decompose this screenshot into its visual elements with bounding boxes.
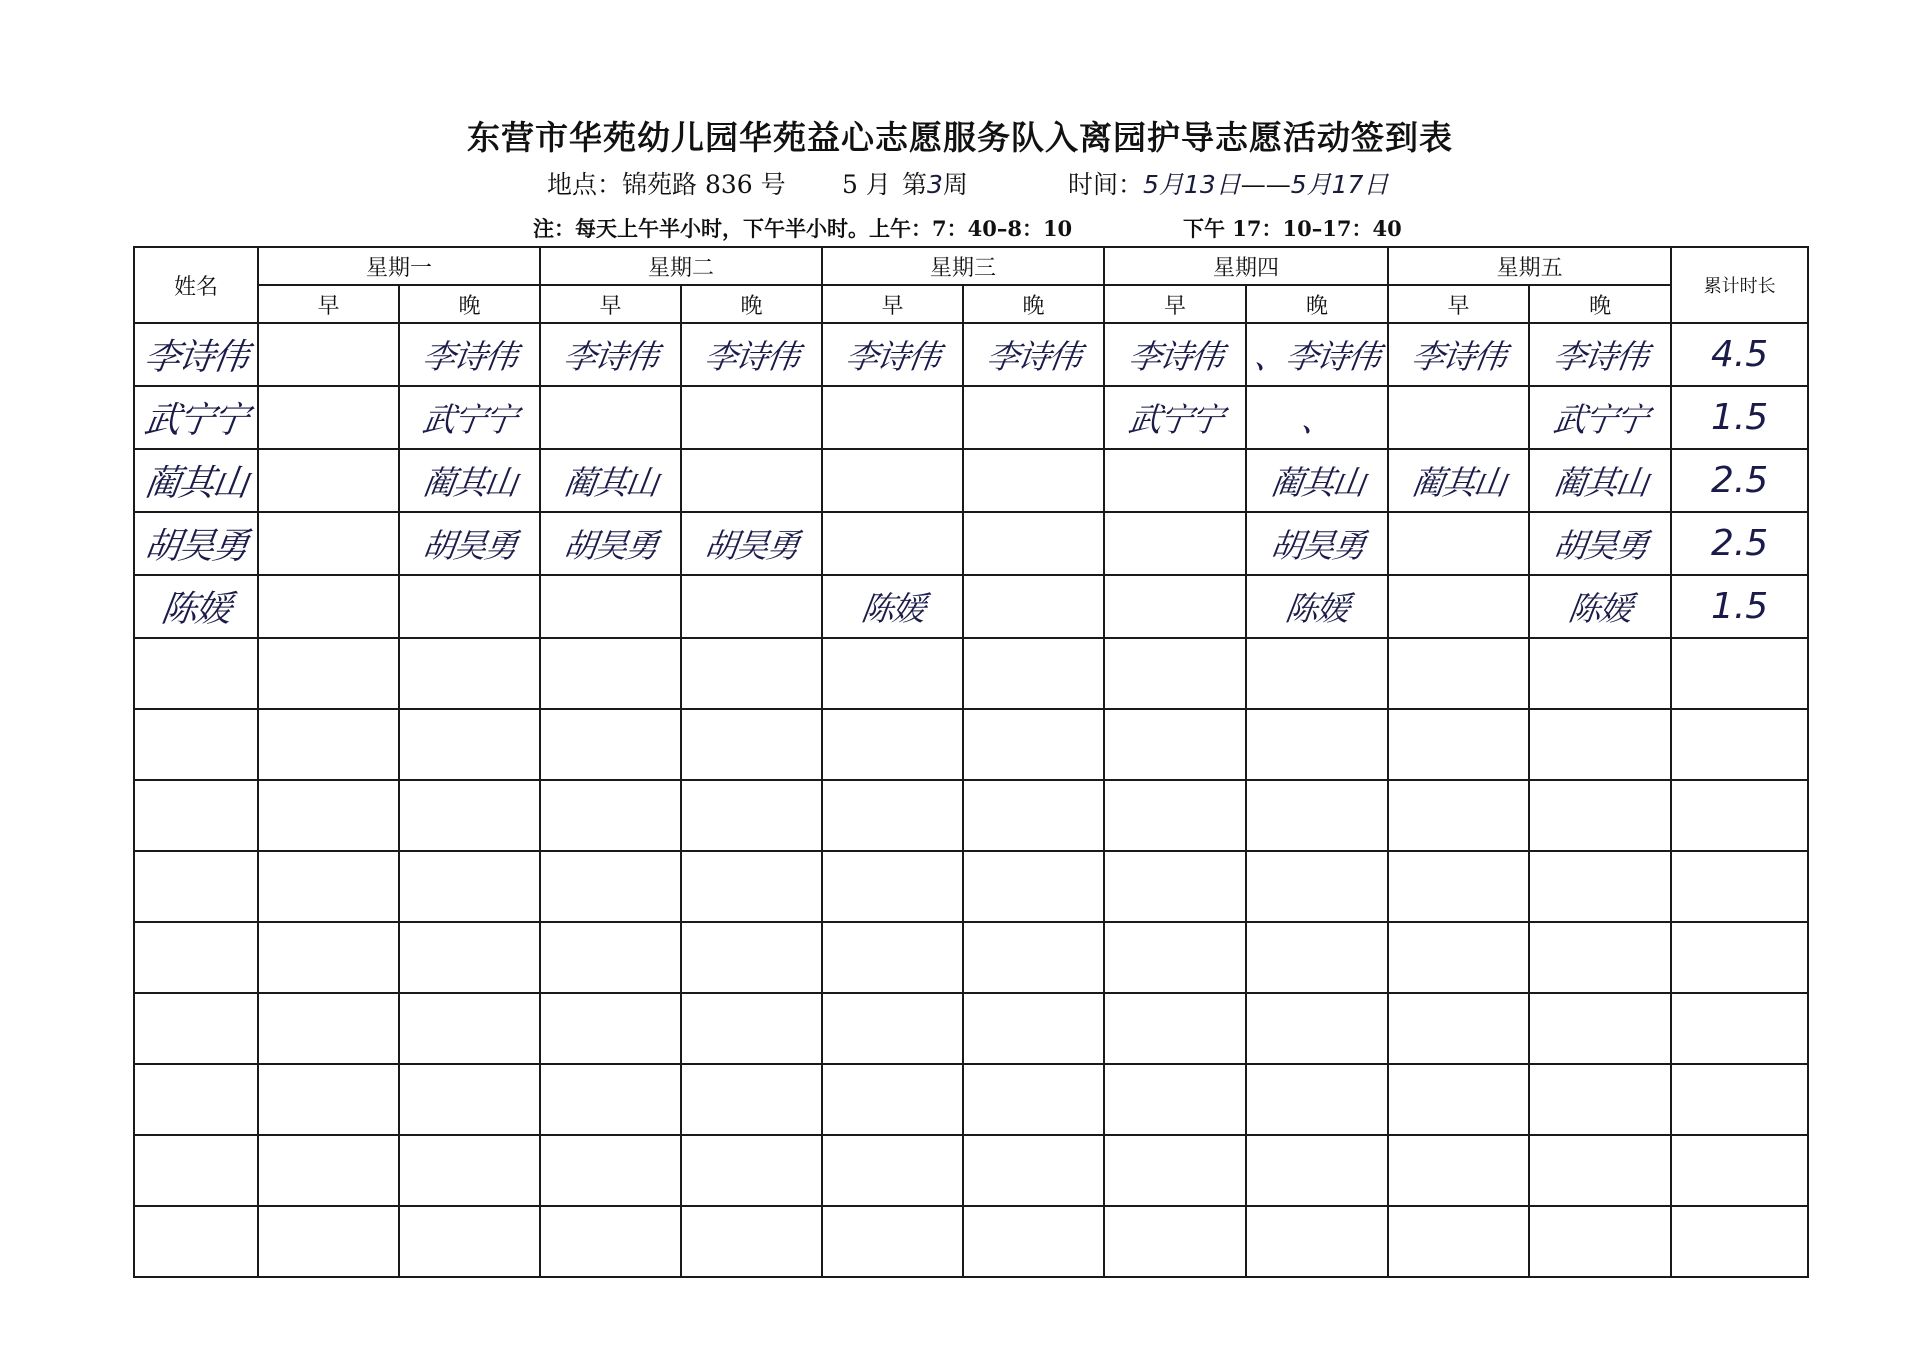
empty-cell[interactable]	[1388, 638, 1529, 709]
blank-row	[134, 780, 1808, 851]
empty-cell[interactable]	[681, 780, 822, 851]
empty-cell[interactable]	[822, 922, 963, 993]
empty-cell[interactable]	[258, 922, 399, 993]
empty-cell[interactable]	[1671, 709, 1808, 780]
empty-cell[interactable]	[134, 709, 258, 780]
blank-row	[134, 638, 1808, 709]
empty-cell[interactable]	[822, 993, 963, 1064]
signature-cell[interactable]	[822, 512, 963, 575]
empty-cell[interactable]	[258, 638, 399, 709]
sheet-title: 东营市华苑幼儿园华苑益心志愿服务队入离园护导志愿活动签到表	[467, 118, 1453, 157]
signature-cell[interactable]	[399, 386, 540, 449]
empty-cell[interactable]	[681, 851, 822, 922]
signature-cell[interactable]	[399, 323, 540, 386]
total-hours: 1.5	[1710, 586, 1769, 627]
signature-cell[interactable]	[963, 512, 1104, 575]
empty-cell[interactable]	[681, 1064, 822, 1135]
signature: 李诗伟	[843, 337, 942, 376]
empty-cell[interactable]	[1104, 922, 1246, 993]
signature-name: 胡昊勇	[141, 526, 250, 567]
empty-cell[interactable]	[1388, 993, 1529, 1064]
total-hours: 1.5	[1710, 397, 1769, 438]
signature-name: 蔺其山	[141, 463, 250, 504]
table-row	[134, 575, 1808, 638]
signature: 、	[1298, 400, 1336, 439]
blank-row	[134, 851, 1808, 922]
signature-name: 李诗伟	[141, 337, 250, 378]
signature: 李诗伟	[1125, 337, 1225, 376]
week-number: 3	[927, 170, 943, 199]
signature: 胡昊勇	[1267, 526, 1367, 565]
empty-cell[interactable]	[1671, 780, 1808, 851]
empty-cell[interactable]	[134, 780, 258, 851]
name-cell[interactable]	[134, 575, 258, 638]
signature-cell[interactable]	[822, 575, 963, 638]
blank-row	[134, 1135, 1808, 1206]
note-text: 注：每天上午半小时，下午半小时。上午：7：40–8：10	[533, 216, 1073, 241]
signature-cell[interactable]	[1529, 449, 1671, 512]
empty-cell[interactable]	[258, 1206, 399, 1277]
empty-cell[interactable]	[1388, 1135, 1529, 1206]
empty-cell[interactable]	[963, 709, 1104, 780]
signature-cell[interactable]	[681, 323, 822, 386]
signature-cell[interactable]	[822, 386, 963, 449]
signature-cell[interactable]	[1529, 386, 1671, 449]
empty-cell[interactable]	[822, 1135, 963, 1206]
empty-cell[interactable]	[1529, 1206, 1671, 1277]
total-cell[interactable]	[1671, 323, 1808, 386]
signature: 胡昊勇	[419, 526, 519, 565]
blank-row	[134, 993, 1808, 1064]
empty-cell[interactable]	[1104, 780, 1246, 851]
signature: 胡昊勇	[560, 526, 660, 565]
time-label-text: 时间：	[1068, 170, 1144, 199]
empty-cell[interactable]	[822, 1206, 963, 1277]
signature-cell[interactable]	[963, 386, 1104, 449]
header-row-periods	[134, 285, 1808, 323]
empty-cell[interactable]	[399, 1064, 540, 1135]
signature: 武宁宁	[1550, 400, 1650, 439]
signature: 武宁宁	[1125, 400, 1225, 439]
signature: 李诗伟	[560, 337, 660, 376]
empty-cell[interactable]	[1246, 638, 1388, 709]
empty-cell[interactable]	[822, 780, 963, 851]
signature-name: 武宁宁	[141, 400, 250, 441]
header-row-days	[134, 247, 1808, 285]
location-label: 地点：锦苑路 836 号	[547, 170, 786, 199]
empty-cell[interactable]	[963, 1135, 1104, 1206]
time-label	[1068, 165, 1388, 201]
signature-cell[interactable]	[258, 386, 399, 449]
empty-cell[interactable]	[1104, 1064, 1246, 1135]
empty-cell[interactable]	[1104, 1206, 1246, 1277]
empty-cell[interactable]	[822, 709, 963, 780]
signature-cell[interactable]	[1529, 512, 1671, 575]
day-header: 星期四	[1104, 247, 1388, 285]
empty-cell[interactable]	[681, 709, 822, 780]
empty-cell[interactable]	[681, 1135, 822, 1206]
signature-cell[interactable]	[1246, 575, 1388, 638]
signature-cell[interactable]	[540, 386, 681, 449]
signature: 胡昊勇	[1550, 526, 1650, 565]
empty-cell[interactable]	[1246, 709, 1388, 780]
signature-cell[interactable]	[1388, 449, 1529, 512]
empty-cell[interactable]	[540, 709, 681, 780]
evening-header: 晚	[1246, 285, 1388, 323]
signature: 蔺其山	[419, 463, 519, 502]
empty-cell[interactable]	[1529, 922, 1671, 993]
empty-cell[interactable]	[681, 993, 822, 1064]
evening-header: 晚	[399, 285, 540, 323]
signin-table	[133, 246, 1809, 1278]
signature: 李诗伟	[984, 337, 1083, 376]
empty-cell[interactable]	[1529, 851, 1671, 922]
day-header: 星期二	[540, 247, 822, 285]
total-header: 累计时长	[1671, 247, 1808, 323]
signature-name: 陈媛	[158, 589, 233, 630]
blank-row	[134, 709, 1808, 780]
time-start: 5月13日	[1143, 170, 1241, 199]
evening-header: 晚	[1529, 285, 1671, 323]
evening-header: 晚	[963, 285, 1104, 323]
signature: 李诗伟	[701, 337, 801, 376]
morning-header: 早	[540, 285, 681, 323]
empty-cell[interactable]	[540, 1064, 681, 1135]
signature-cell[interactable]	[681, 386, 822, 449]
table-row	[134, 449, 1808, 512]
empty-cell[interactable]	[1246, 1206, 1388, 1277]
empty-cell[interactable]	[1388, 1064, 1529, 1135]
month-label: 5 月	[842, 170, 891, 199]
signature: 李诗伟	[1409, 337, 1508, 376]
total-hours: 2.5	[1710, 460, 1769, 501]
day-header: 星期三	[822, 247, 1104, 285]
signature-cell[interactable]	[1104, 512, 1246, 575]
week-label	[902, 165, 968, 201]
empty-cell[interactable]	[258, 780, 399, 851]
empty-cell[interactable]	[399, 922, 540, 993]
signature-cell[interactable]	[963, 323, 1104, 386]
signature-cell[interactable]	[681, 449, 822, 512]
empty-cell[interactable]	[1671, 993, 1808, 1064]
signature-cell[interactable]	[1529, 323, 1671, 386]
empty-cell[interactable]	[1388, 780, 1529, 851]
empty-cell[interactable]	[963, 780, 1104, 851]
empty-cell[interactable]	[540, 1135, 681, 1206]
empty-cell[interactable]	[1671, 1135, 1808, 1206]
signature: 武宁宁	[419, 400, 519, 439]
signature-cell[interactable]	[1104, 323, 1246, 386]
empty-cell[interactable]	[258, 709, 399, 780]
empty-cell[interactable]	[1529, 1135, 1671, 1206]
empty-cell[interactable]	[134, 1135, 258, 1206]
name-cell[interactable]	[134, 512, 258, 575]
empty-cell[interactable]	[540, 851, 681, 922]
empty-cell[interactable]	[1246, 780, 1388, 851]
signature-cell[interactable]	[1388, 512, 1529, 575]
empty-cell[interactable]	[681, 638, 822, 709]
empty-cell[interactable]	[134, 638, 258, 709]
signature-cell[interactable]	[540, 575, 681, 638]
signature: 蔺其山	[1550, 463, 1650, 502]
empty-cell[interactable]	[1104, 638, 1246, 709]
signature: 蔺其山	[1267, 463, 1367, 502]
empty-cell[interactable]	[540, 993, 681, 1064]
total-hours: 2.5	[1710, 523, 1769, 564]
empty-cell[interactable]	[134, 993, 258, 1064]
signature-cell[interactable]	[399, 512, 540, 575]
signature: 蔺其山	[560, 463, 660, 502]
empty-cell[interactable]	[540, 922, 681, 993]
total-cell[interactable]	[1671, 512, 1808, 575]
table-row	[134, 512, 1808, 575]
empty-cell[interactable]	[1388, 1206, 1529, 1277]
total-cell[interactable]	[1671, 449, 1808, 512]
total-cell[interactable]	[1671, 386, 1808, 449]
signature-cell[interactable]	[399, 449, 540, 512]
empty-cell[interactable]	[963, 1064, 1104, 1135]
morning-header: 早	[822, 285, 963, 323]
signature-cell[interactable]	[540, 449, 681, 512]
empty-cell[interactable]	[1529, 638, 1671, 709]
empty-cell[interactable]	[1529, 993, 1671, 1064]
empty-cell[interactable]	[134, 851, 258, 922]
signature-cell[interactable]	[258, 323, 399, 386]
table-body	[134, 323, 1808, 1277]
empty-cell[interactable]	[540, 638, 681, 709]
signature: 李诗伟	[1550, 337, 1650, 376]
empty-cell[interactable]	[1388, 922, 1529, 993]
empty-cell[interactable]	[399, 709, 540, 780]
time-end: 5月17日	[1290, 170, 1389, 199]
signature-cell[interactable]	[1529, 575, 1671, 638]
empty-cell[interactable]	[1246, 851, 1388, 922]
empty-cell[interactable]	[540, 780, 681, 851]
empty-cell[interactable]	[399, 638, 540, 709]
signature-cell[interactable]	[822, 449, 963, 512]
empty-cell[interactable]	[1671, 922, 1808, 993]
empty-cell[interactable]	[1104, 709, 1246, 780]
empty-cell[interactable]	[134, 1206, 258, 1277]
empty-cell[interactable]	[1388, 851, 1529, 922]
empty-cell[interactable]	[963, 1206, 1104, 1277]
signature-cell[interactable]	[540, 323, 681, 386]
name-cell[interactable]	[134, 386, 258, 449]
empty-cell[interactable]	[134, 1064, 258, 1135]
empty-cell[interactable]	[258, 993, 399, 1064]
signature-cell[interactable]	[258, 449, 399, 512]
note-afternoon: 下午 17：10–17：40	[1183, 216, 1402, 241]
empty-cell[interactable]	[963, 993, 1104, 1064]
signature-cell[interactable]	[963, 449, 1104, 512]
empty-cell[interactable]	[822, 851, 963, 922]
empty-cell[interactable]	[963, 851, 1104, 922]
signature-cell[interactable]	[1104, 386, 1246, 449]
signature-cell[interactable]	[399, 575, 540, 638]
day-header: 星期一	[258, 247, 540, 285]
empty-cell[interactable]	[822, 1064, 963, 1135]
empty-cell[interactable]	[822, 638, 963, 709]
signature-cell[interactable]	[1246, 386, 1388, 449]
total-hours: 4.5	[1710, 334, 1769, 375]
empty-cell[interactable]	[399, 993, 540, 1064]
empty-cell[interactable]	[1671, 851, 1808, 922]
evening-header: 晚	[681, 285, 822, 323]
name-cell[interactable]	[134, 449, 258, 512]
empty-cell[interactable]	[134, 922, 258, 993]
signature-cell[interactable]	[681, 575, 822, 638]
empty-cell[interactable]	[258, 1064, 399, 1135]
empty-cell[interactable]	[399, 1206, 540, 1277]
blank-row	[134, 1206, 1808, 1277]
signature-cell[interactable]	[681, 512, 822, 575]
signature-cell[interactable]	[1388, 575, 1529, 638]
week-suffix: 周	[942, 170, 968, 199]
empty-cell[interactable]	[1529, 709, 1671, 780]
morning-header: 早	[1388, 285, 1529, 323]
empty-cell[interactable]	[399, 780, 540, 851]
signature-cell[interactable]	[1104, 449, 1246, 512]
empty-cell[interactable]	[1104, 993, 1246, 1064]
empty-cell[interactable]	[963, 638, 1104, 709]
empty-cell[interactable]	[1246, 922, 1388, 993]
empty-cell[interactable]	[258, 851, 399, 922]
empty-cell[interactable]	[399, 1135, 540, 1206]
blank-row	[134, 1064, 1808, 1135]
signature: 蔺其山	[1409, 463, 1508, 502]
signature: 陈媛	[1566, 589, 1634, 628]
empty-cell[interactable]	[1529, 1064, 1671, 1135]
signature: 陈媛	[858, 589, 926, 628]
signature-cell[interactable]	[1104, 575, 1246, 638]
empty-cell[interactable]	[1671, 638, 1808, 709]
morning-header: 早	[1104, 285, 1246, 323]
signature-cell[interactable]	[1246, 449, 1388, 512]
empty-cell[interactable]	[1671, 1206, 1808, 1277]
signature-cell[interactable]	[963, 575, 1104, 638]
name-cell[interactable]	[134, 323, 258, 386]
signature: 陈媛	[1283, 589, 1351, 628]
signature-cell[interactable]	[1246, 512, 1388, 575]
empty-cell[interactable]	[540, 1206, 681, 1277]
signature-cell[interactable]	[1246, 323, 1388, 386]
empty-cell[interactable]	[399, 851, 540, 922]
signature: 、李诗伟	[1252, 337, 1382, 376]
empty-cell[interactable]	[963, 922, 1104, 993]
empty-cell[interactable]	[258, 1135, 399, 1206]
morning-header: 早	[258, 285, 399, 323]
signature: 胡昊勇	[701, 526, 801, 565]
signature: 李诗伟	[419, 337, 519, 376]
signature-cell[interactable]	[540, 512, 681, 575]
signature-cell[interactable]	[1388, 323, 1529, 386]
signature-cell[interactable]	[258, 575, 399, 638]
day-header: 星期五	[1388, 247, 1671, 285]
signature-cell[interactable]	[822, 323, 963, 386]
table-row	[134, 323, 1808, 386]
table-row	[134, 386, 1808, 449]
empty-cell[interactable]	[1246, 1064, 1388, 1135]
time-dash: ——	[1240, 170, 1291, 199]
empty-cell[interactable]	[681, 922, 822, 993]
signature-cell[interactable]	[1388, 386, 1529, 449]
empty-cell[interactable]	[1388, 709, 1529, 780]
empty-cell[interactable]	[1529, 780, 1671, 851]
name-header: 姓名	[134, 247, 258, 323]
signature-cell[interactable]	[258, 512, 399, 575]
empty-cell[interactable]	[1104, 851, 1246, 922]
empty-cell[interactable]	[681, 1206, 822, 1277]
empty-cell[interactable]	[1104, 1135, 1246, 1206]
empty-cell[interactable]	[1246, 1135, 1388, 1206]
blank-row	[134, 922, 1808, 993]
empty-cell[interactable]	[1671, 1064, 1808, 1135]
empty-cell[interactable]	[1246, 993, 1388, 1064]
total-cell[interactable]	[1671, 575, 1808, 638]
week-prefix: 第	[902, 170, 928, 199]
